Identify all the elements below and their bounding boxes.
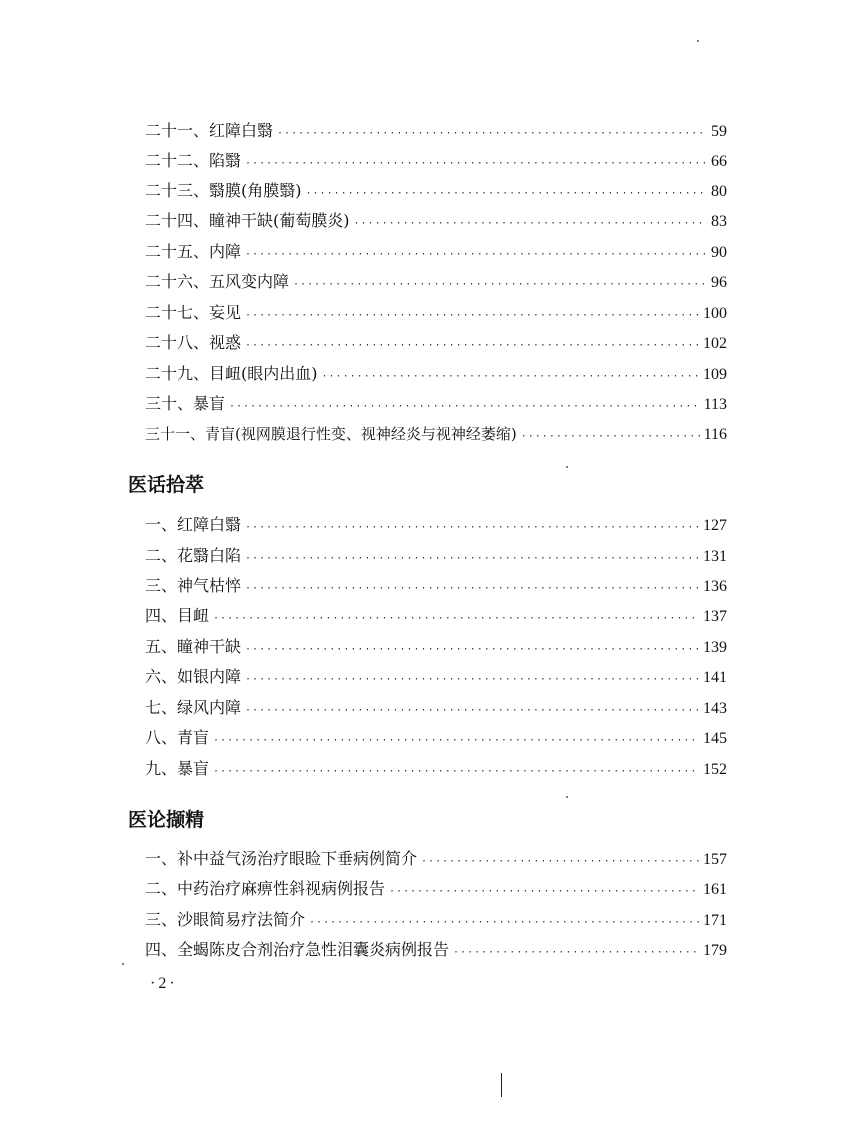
- entry-number: 二十二、: [145, 151, 210, 170]
- scan-speck: [566, 466, 568, 468]
- dot-leader: [245, 151, 707, 177]
- entry-page: 113: [703, 396, 727, 413]
- entry-title: 沙眼简易疗法简介: [177, 910, 306, 929]
- toc-entry[interactable]: [145, 846, 727, 872]
- toc-entry[interactable]: [145, 178, 727, 204]
- scan-line-mark: [501, 1073, 502, 1097]
- entry-page: 59: [711, 123, 727, 140]
- entry-page: 127: [703, 517, 727, 534]
- toc-entry[interactable]: [145, 361, 727, 387]
- entry-number: 九、: [145, 759, 178, 778]
- entry-title: 五风变内障: [209, 272, 290, 291]
- toc-entry[interactable]: [145, 543, 727, 569]
- entry-title: 目衄(眼内出血): [209, 364, 318, 383]
- entry-page: 139: [703, 639, 727, 656]
- dot-leader: [389, 879, 699, 905]
- entry-number: 二十六、: [145, 272, 210, 291]
- entry-title: 瞳神干缺: [177, 637, 242, 656]
- entry-page: 116: [703, 426, 727, 443]
- entry-page: 83: [711, 213, 727, 230]
- dot-leader: [213, 606, 699, 632]
- entry-title: 妄见: [209, 303, 242, 322]
- dot-leader: [521, 424, 700, 450]
- entry-number: 二十七、: [145, 303, 210, 322]
- toc-entry[interactable]: [145, 907, 727, 933]
- entry-page: 143: [703, 700, 727, 717]
- entry-title: 全蝎陈皮合剂治疗急性泪囊炎病例报告: [177, 940, 450, 959]
- toc-entry[interactable]: [145, 756, 727, 782]
- toc-entry[interactable]: [145, 269, 727, 295]
- toc-entry[interactable]: [145, 148, 727, 174]
- dot-leader: [245, 698, 699, 724]
- toc-entry[interactable]: [145, 330, 727, 356]
- entry-number: 三十、: [145, 394, 194, 413]
- entry-title: 青盲(视网膜退行性变、视神经炎与视神经萎缩): [205, 425, 517, 443]
- entry-page: 102: [703, 335, 727, 352]
- page-number: ·2·: [150, 975, 178, 992]
- entry-title: 中药治疗麻痹性斜视病例报告: [177, 879, 386, 898]
- entry-title: 翳膜(角膜翳): [209, 181, 302, 200]
- toc-entry[interactable]: [145, 603, 727, 629]
- entry-number: 二十八、: [145, 333, 210, 352]
- entry-number: 二、: [145, 879, 178, 898]
- entry-number: 三、: [145, 910, 178, 929]
- dot-leader: [213, 728, 699, 754]
- section-title-yilun: 医论撷精: [128, 809, 205, 831]
- entry-title: 绿风内障: [177, 698, 242, 717]
- toc-entry[interactable]: [145, 300, 727, 326]
- entry-title: 花翳白陷: [177, 546, 242, 565]
- scan-speck: [697, 40, 699, 42]
- dot-leader: [322, 364, 699, 390]
- entry-page: 66: [711, 153, 727, 170]
- entry-number: 二十五、: [145, 242, 210, 261]
- toc-entry[interactable]: [145, 937, 727, 963]
- dot-leader: [309, 910, 699, 936]
- toc-entry[interactable]: [145, 208, 727, 234]
- entry-page: 109: [703, 366, 727, 383]
- entry-page: 131: [703, 548, 727, 565]
- entry-page: 136: [703, 578, 727, 595]
- dot-leader: [245, 333, 699, 359]
- entry-title: 内障: [209, 242, 242, 261]
- entry-page: 137: [703, 608, 727, 625]
- entry-title: 补中益气汤治疗眼睑下垂病例简介: [177, 849, 418, 868]
- dot-leader: [229, 394, 700, 420]
- dot-leader: [421, 849, 699, 875]
- entry-title: 青盲: [177, 728, 210, 747]
- entry-number: 四、: [145, 606, 178, 625]
- entry-title: 目衄: [177, 606, 210, 625]
- entry-page: 80: [711, 183, 727, 200]
- entry-page: 157: [703, 851, 727, 868]
- entry-page: 96: [711, 274, 727, 291]
- entry-title: 如银内障: [177, 667, 242, 686]
- entry-page: 152: [703, 761, 727, 778]
- dot-leader: [245, 576, 699, 602]
- section-title-yihua: 医话拾萃: [128, 474, 205, 496]
- entry-page: 145: [703, 730, 727, 747]
- dot-leader: [293, 272, 707, 298]
- dot-leader: [245, 515, 699, 541]
- entry-page: 90: [711, 244, 727, 261]
- dot-leader: [245, 242, 707, 268]
- entry-number: 八、: [145, 728, 178, 747]
- entry-page: 179: [703, 942, 727, 959]
- scan-speck: [566, 796, 568, 798]
- entry-number: 七、: [145, 698, 178, 717]
- dot-leader: [306, 181, 707, 207]
- entry-title: 暴盲: [177, 759, 210, 778]
- entry-number: 二十四、: [145, 211, 210, 230]
- dot-leader: [245, 667, 699, 693]
- entry-title: 神气枯悴: [177, 576, 242, 595]
- dot-leader: [277, 121, 707, 147]
- toc-entry[interactable]: [145, 421, 727, 447]
- entry-number: 一、: [145, 849, 178, 868]
- entry-number: 三十一、: [145, 425, 206, 443]
- entry-number: 六、: [145, 667, 178, 686]
- toc-entry[interactable]: [145, 695, 727, 721]
- entry-number: 二十九、: [145, 364, 210, 383]
- entry-title: 暴盲: [193, 394, 226, 413]
- entry-number: 二十一、: [145, 121, 210, 140]
- entry-title: 红障白翳: [209, 121, 274, 140]
- toc-entry[interactable]: [145, 664, 727, 690]
- entry-page: 100: [703, 305, 727, 322]
- entry-number: 五、: [145, 637, 178, 656]
- entry-title: 陷翳: [209, 151, 242, 170]
- entry-title: 瞳神干缺(葡萄膜炎): [209, 211, 350, 230]
- toc-entry[interactable]: [145, 512, 727, 538]
- dot-leader: [245, 637, 699, 663]
- dot-leader: [245, 546, 699, 572]
- entry-number: 一、: [145, 515, 178, 534]
- entry-number: 三、: [145, 576, 178, 595]
- dot-leader: [213, 759, 699, 785]
- toc-entry[interactable]: [145, 118, 727, 144]
- dot-leader: [453, 940, 699, 966]
- toc-entry[interactable]: [145, 239, 727, 265]
- entry-title: 视惑: [209, 333, 242, 352]
- entry-number: 四、: [145, 940, 178, 959]
- scan-speck: [122, 963, 124, 965]
- toc-entry[interactable]: [145, 573, 727, 599]
- entry-page: 161: [703, 881, 727, 898]
- toc-entry[interactable]: [145, 725, 727, 751]
- toc-entry[interactable]: [145, 391, 727, 417]
- entry-page: 141: [703, 669, 727, 686]
- dot-leader: [245, 303, 699, 329]
- toc-entry[interactable]: [145, 634, 727, 660]
- entry-title: 红障白翳: [177, 515, 242, 534]
- toc-entry[interactable]: [145, 876, 727, 902]
- entry-number: 二、: [145, 546, 178, 565]
- dot-leader: [354, 211, 707, 237]
- entry-page: 171: [703, 912, 727, 929]
- entry-number: 二十三、: [145, 181, 210, 200]
